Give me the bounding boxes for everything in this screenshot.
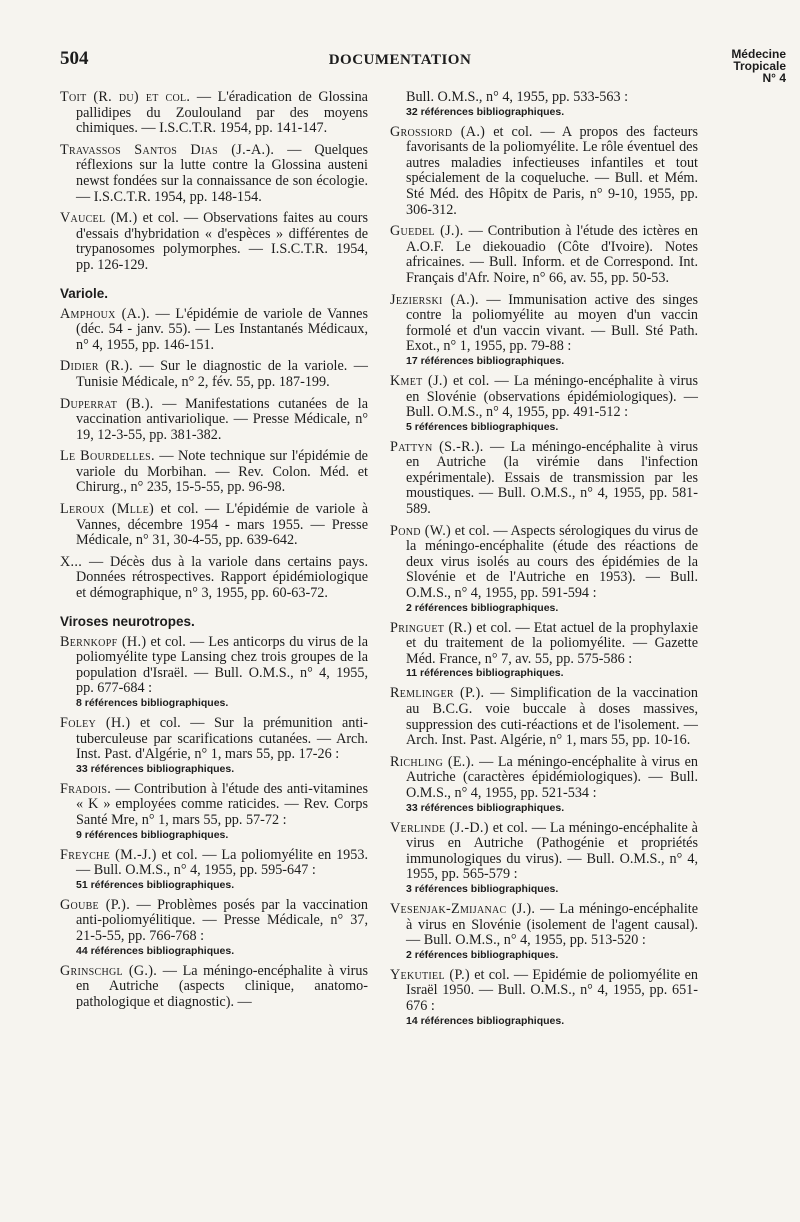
entry-text: et col. — La poliomyélite en 1953. — Bull. O.M.S., n° 4, 1955, pp. 595-647 : — [76, 846, 369, 879]
entry-author: Freyche (M.-J.) — [60, 846, 157, 863]
entry-text: — La méningo-encéphalite à virus en Autriche (caractères épidémiologiques). — Bull. O.M.S., n° 4, 1955, pp. 521-534 : — [406, 753, 698, 801]
entry-text: et col. — L'épidémie de variole à Vannes, décembre 1954 - mars 1955. — Presse Médicale, n° 31, 30-4-55, pp. 639-642. — [76, 501, 368, 549]
bibliography-entry — [390, 90, 698, 119]
entry-author: Didier (R.). — [60, 358, 133, 375]
bibliography-entry — [390, 686, 698, 748]
entry-text: et col. — La méningo-encéphalite à virus en Slovénie (observations épidémiologiques). — Bull. O.M.S., n° 4, 1955, pp. 491-512 : — [406, 372, 698, 421]
journal-tag-line: Tropicale — [733, 59, 786, 73]
entry-text: — L'éradication de Glossina pallidipes du Zoulouland par des moyens chimiques. — I.S.C.T.R. 1954, pp. 141-147. — [76, 89, 368, 137]
entry-text: — Simplification de la vaccination au B.C.G. voie buccale à doses massives, suppression des cuti-réactions et de l'isolement. — Arch. Inst. Past. Algérie, n° 1, mars 55, pp. 10-16. — [406, 685, 698, 749]
entry-text: et col. — A propos des facteurs favorisants de la poliomyélite. Le rôle éventuel des autres maladies infectieuses infantiles et tout spécialement de la coqueluche. — Bull. et Mém. Sté Méd. des Hôpitx de Paris, n° 9-10, 1955, pp. 306-312. — [406, 123, 698, 218]
entry-author: Richling (E.). — [390, 753, 475, 770]
entry-text: — Sur le diagnostic de la variole. — Tunisie Médicale, n° 2, fév. 55, pp. 187-199. — [76, 358, 368, 390]
entry-text: et col. — La méningo-encéphalite à virus en Autriche (Pathogénie et propriétés immunologiques du virus). — Bull. O.M.S., n° 4, 1955, pp. 565-579 : — [406, 819, 698, 883]
bibliography-entry — [60, 90, 368, 137]
entry-references-note: 3 références bibliographiques. — [406, 882, 559, 895]
journal-tag — [731, 48, 786, 84]
entry-author: Jezierski (A.). — [390, 291, 479, 308]
entry-text: — La méningo-encéphalite à virus en Autriche (la virémie dans l'infection expérimentale). Essais de transmission par les moustiques. — Bull. O.M.S., n° 4, 1955, pp. 581-589. — [406, 438, 698, 518]
entry-references-note: 51 références bibliographiques. — [76, 878, 235, 891]
entry-author: Remlinger (P.). — [390, 685, 485, 702]
entry-text: et col. — Observations faites au cours d'essais d'hybridation « d'espèces » différentes de trypanosomes polymorphes. — I.S.C.T.R. 1954, pp. 126-129. — [76, 210, 368, 273]
entry-author: Kmet (J.) — [390, 372, 448, 389]
entry-text: — La méningo-encéphalite à virus en Autriche (aspects clinique, anatomo-pathologique et diagnostic). — — [76, 962, 368, 1010]
bibliography-entry — [60, 555, 368, 602]
right-column — [390, 90, 698, 1034]
entry-author: Guedel (J.). — [390, 223, 464, 240]
entry-references-note: 33 références bibliographiques. — [76, 762, 235, 775]
left-column — [60, 90, 368, 1016]
bibliography-entry — [390, 440, 698, 518]
entry-references-note: 32 références bibliographiques. — [406, 105, 565, 118]
entry-author: Verlinde (J.-D.) — [390, 819, 489, 836]
entry-text: — Contribution à l'étude des anti-vitamines « K » employées comme raticides. — Rev. Corps Santé Mre, n° 1, mars 55, pp. 57-72 : — [76, 780, 368, 828]
page-number: 504 — [60, 48, 89, 69]
entry-author: Bernkopf (H.) — [60, 633, 147, 650]
bibliography-entry — [390, 524, 698, 615]
entry-author: Grinschgl (G.). — [60, 962, 158, 979]
entry-author: Grossiord (A.) — [390, 123, 486, 140]
entry-references-note: 5 références bibliographiques. — [406, 420, 559, 433]
bibliography-entry — [390, 621, 698, 681]
bibliography-entry — [60, 211, 368, 273]
bibliography-entry — [60, 635, 368, 710]
entry-author: Travassos Santos Dias (J.-A.). — [60, 141, 275, 158]
entry-text: et col. — Sur la prémunition anti-tuberculeuse par scarifications cutanées. — Arch. Inst. Past. d'Algérie, n° 1, mars 55, pp. 17-26 : — [76, 715, 368, 763]
bibliography-entry — [60, 397, 368, 444]
bibliography-entry — [60, 848, 368, 892]
entry-author: Vesenjak-Zmijanac (J.). — [390, 900, 536, 917]
entry-references-note: 9 références bibliographiques. — [76, 828, 229, 841]
entry-text: et col. — Etat actuel de la prophylaxie et du traitement de la poliomyélite. — Gazette Méd. France, n° 7, av. 55, pp. 575-586 : — [406, 619, 698, 667]
entry-references-note: 14 références bibliographiques. — [406, 1014, 565, 1027]
entry-author: Pond (W.) — [390, 522, 452, 539]
entry-author: Pringuet (R.) — [390, 619, 473, 636]
bibliography-entry — [390, 902, 698, 962]
entry-author: Amphoux (A.). — [60, 305, 150, 322]
bibliography-entry — [390, 968, 698, 1028]
entry-references-note: 2 références bibliographiques. — [406, 601, 559, 614]
entry-author: Duperrat (B.). — [60, 395, 154, 412]
entry-text: et col. — Epidémie de poliomyélite en Israël 1950. — Bull. O.M.S., n° 4, 1955, pp. 651-676 : — [406, 966, 698, 1014]
bibliography-entry — [60, 359, 368, 390]
bibliography-entry — [390, 821, 698, 896]
entry-text: et col. — Les anticorps du virus de la poliomyélite type Lansing chez trois groupes de la population d'Israël. — Bull. O.M.S., n° 4, 1955, pp. 677-684 : — [76, 633, 368, 697]
entry-author: X... — [60, 553, 83, 570]
entry-text: — Contribution à l'étude des ictères en A.O.F. Le diekouadio (Côte d'Ivoire). Notes africaines. — Bull. Inform. et de Correspond. Int. Français d'Afr. Noire, n° 66, av. 55, pp. 50-53. — [406, 223, 698, 286]
entry-text: — Problèmes posés par la vaccination anti-poliomyélitique. — Presse Médicale, n° 37, 21-5-55, pp. 766-768 : — [76, 896, 368, 944]
entry-author: Pattyn (S.-R.). — [390, 438, 484, 455]
entry-references-note: 11 références bibliographiques. — [406, 667, 564, 680]
bibliography-entry — [60, 449, 368, 496]
entry-author: Vaucel (M.) — [60, 210, 138, 227]
bibliography-entry — [60, 502, 368, 549]
entry-references-note: 17 références bibliographiques. — [406, 354, 565, 367]
entry-references-note: 8 références bibliographiques. — [76, 697, 229, 709]
entry-text: — Immunisation active des singes contre la poliomyélite au moyen d'un vaccin formolé et d'un vaccin vivant. — Bull. Sté Path. Exot., n° 1, 1955, pp. 79-88 : — [406, 291, 698, 355]
entry-text: — La méningo-encéphalite à virus en Slovénie (isolement de l'agent causal). — Bull. O.M.S., n° 4, 1955, pp. 513-520 : — [406, 900, 698, 949]
journal-tag-line: Médecine — [731, 47, 786, 61]
entry-text: — Manifestations cutanées de la vaccination antivariolique. — Presse Médicale, n° 19, 12-3-55, pp. 381-382. — [76, 395, 368, 443]
journal-tag-line: N° 4 — [762, 71, 786, 85]
entry-author: Leroux (Mlle) — [60, 501, 155, 518]
bibliography-entry — [60, 898, 368, 958]
bibliography-entry — [60, 964, 368, 1011]
entry-text: et col. — Aspects sérologiques du virus de la méningo-encéphalite (étude des réactions de deux virus isolés au cours des épidémies de la Slovénie et de l'Autriche en 1953). — Bull. O.M.S., n° 4, 1955, pp. 591-594 : — [406, 522, 699, 602]
entry-references-note: 2 références bibliographiques. — [406, 948, 559, 961]
entry-text: — Note technique sur l'épidémie de variole du Morbihan. — Rev. Colon. Méd. et Chirurg., n° 235, 15-5-55, pp. 96-98. — [76, 448, 368, 496]
entry-author: Goube (P.). — [60, 896, 131, 913]
bibliography-entry — [390, 755, 698, 815]
bibliography-entry — [390, 224, 698, 286]
entry-references-note: 33 références bibliographiques. — [406, 801, 565, 814]
entry-author: Fradois. — [60, 780, 112, 797]
entry-references-note: 44 références bibliographiques. — [76, 944, 235, 957]
entry-text: — L'épidémie de variole de Vannes (déc. 54 - janv. 55). — Les Instantanés Médicaux, n° 4, 1955, pp. 146-151. — [76, 305, 368, 353]
bibliography-entry — [60, 716, 368, 776]
entry-author: Yekutiel (P.) — [390, 966, 470, 983]
section-title: Variole. — [60, 285, 109, 301]
entry-text: — Quelques réflexions sur la lutte contre la Glossina austeni newst fondées sur la connaissance de son écologie. — I.S.C.T.R. 1954, pp. 148-154. — [76, 141, 368, 205]
bibliography-entry — [390, 374, 698, 434]
bibliography-entry — [60, 307, 368, 354]
bibliography-entry — [60, 782, 368, 842]
entry-author: Toit (R. du) et col. — [60, 89, 191, 105]
entry-text: Bull. O.M.S., n° 4, 1955, pp. 533-563 : — [406, 89, 629, 105]
entry-author: Foley (H.) — [60, 715, 131, 731]
section-title: Viroses neurotropes. — [60, 613, 195, 629]
entry-author: Le Bourdelles. — [60, 448, 155, 465]
bibliography-entry — [390, 293, 698, 368]
running-title: DOCUMENTATION — [328, 52, 472, 68]
entry-text: — Décès dus à la variole dans certains pays. Données rétrospectives. Rapport épidémiologique et démographique, n° 3, 1955, pp. 60-63-72. — [76, 553, 368, 602]
bibliography-entry — [60, 143, 368, 205]
bibliography-entry — [390, 125, 698, 219]
